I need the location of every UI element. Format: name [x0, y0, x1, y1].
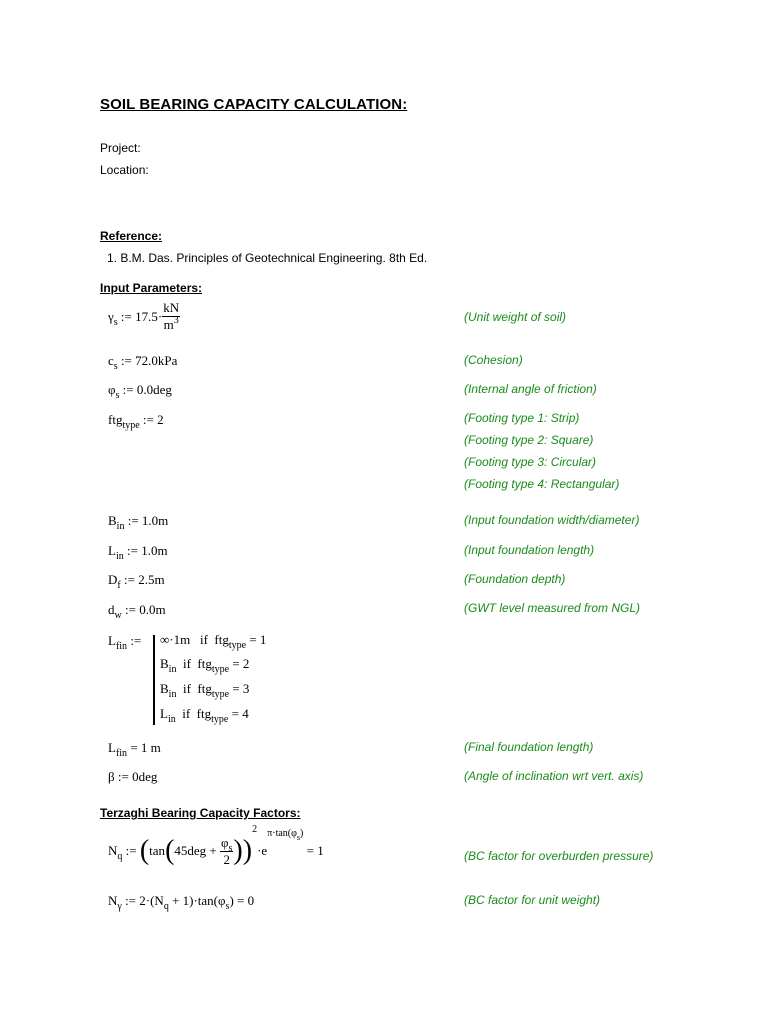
unit-weight-value: 17.5 — [135, 308, 158, 324]
reference-item: 1. B.M. Das. Principles of Geotechnical Engineering. 8th Ed. — [107, 251, 428, 265]
project-label: Project: — [100, 141, 141, 155]
footing-type-equation: ftg$_{type}$ := 2 — [108, 412, 164, 431]
beta-comment: (Angle of inclination wrt vert. axis) — [464, 769, 644, 783]
lfin-result-value: 1 m — [140, 740, 161, 755]
friction-angle-comment: (Internal angle of friction) — [464, 382, 597, 396]
length-comment: (Input foundation length) — [464, 543, 595, 557]
friction-angle-equation: $\varphi_s$ := 0.0deg — [108, 382, 172, 401]
gwt-value: 0.0m — [139, 602, 166, 617]
width-comment: (Input foundation width/diameter) — [464, 513, 640, 527]
lfin-label: $L_{fin}$ := — [108, 633, 142, 652]
depth-comment: (Foundation depth) — [464, 572, 566, 586]
cohesion-equation: $c_s$ := 72.0kPa — [108, 353, 178, 372]
lfin-case-4: $L_{in}$ if ftg$_{type}$ = 4 — [160, 706, 249, 725]
length-equation: $L_{in}$ := 1.0m — [108, 543, 168, 562]
depth-value: 2.5m — [138, 572, 165, 587]
location-label: Location: — [100, 163, 149, 177]
lfin-case-3: $B_{in}$ if ftg$_{type}$ = 3 — [160, 681, 250, 700]
length-value: 1.0m — [141, 543, 168, 558]
footing-type-comment-1: (Footing type 1: Strip) — [464, 411, 580, 425]
width-equation: $B_{in}$ := 1.0m — [108, 513, 169, 532]
footing-type-value: 2 — [157, 412, 164, 427]
gwt-equation: $d_w$ := 0.0m — [108, 602, 166, 621]
footing-type-comment-2: (Footing type 2: Square) — [464, 433, 594, 447]
reference-heading: Reference: — [100, 229, 163, 243]
nq-result: 1 — [317, 843, 324, 859]
unit-weight-num: kN — [163, 300, 180, 315]
depth-equation: $D_f$ := 2.5m — [108, 572, 165, 591]
ngamma-equation: $N_\gamma$ := $2\cdot(N_q + 1)\cdot\tan(\varphi_s) = 0$ — [108, 893, 255, 912]
unit-weight-exp: 3 — [173, 315, 179, 326]
nq-comment: (BC factor for overburden pressure) — [464, 849, 654, 863]
ngamma-comment: (BC factor for unit weight) — [464, 893, 601, 907]
nq-equation: $N_q$ := (tan(45deg + $\frac{\varphi_s}{2}$ ))$^2\cdot e^{\pi\cdot tan(\varphi_s)} = 1$ — [108, 824, 324, 867]
friction-angle-value: 0.0deg — [136, 382, 172, 397]
beta-equation: β := 0deg — [108, 769, 158, 784]
gwt-comment: (GWT level measured from NGL) — [464, 601, 641, 615]
lfin-result-comment: (Final foundation length) — [464, 740, 594, 754]
lfin-case-1: ∞·1m if ftg$_{type}$ = 1 — [160, 632, 267, 651]
lfin-case-2: $B_{in}$ if ftg$_{type}$ = 2 — [160, 656, 250, 675]
lfin-result-equation: $L_{fin} = 1$ m — [108, 740, 161, 759]
unit-weight-comment: (Unit weight of soil) — [464, 310, 567, 324]
unit-weight-equation: $\gamma_s$ := 17.5· $\frac{kN}{m^3}$ — [108, 300, 180, 332]
ngamma-result: 0 — [247, 893, 255, 908]
footing-type-comment-3: (Footing type 3: Circular) — [464, 455, 597, 469]
terzaghi-heading: Terzaghi Bearing Capacity Factors: — [100, 806, 301, 820]
input-parameters-heading: Input Parameters: — [100, 281, 203, 295]
cohesion-comment: (Cohesion) — [464, 353, 523, 367]
cohesion-value: 72.0kPa — [135, 353, 178, 368]
piecewise-bracket — [153, 635, 155, 725]
footing-type-comment-4: (Footing type 4: Rectangular) — [464, 477, 620, 491]
width-value: 1.0m — [141, 513, 169, 528]
page-title: SOIL BEARING CAPACITY CALCULATION: — [100, 96, 408, 113]
unit-weight-den: m — [163, 317, 174, 332]
beta-value: 0deg — [132, 769, 158, 784]
